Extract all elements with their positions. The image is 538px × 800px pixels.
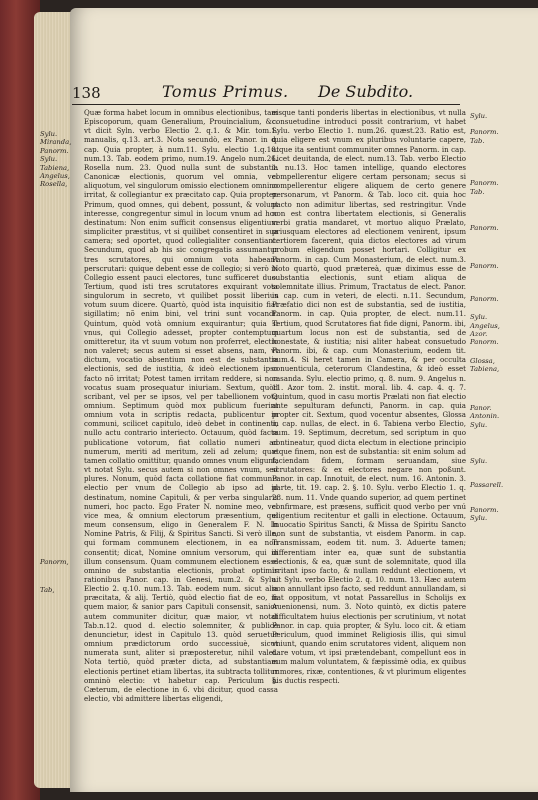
- margin-note: Angelus,: [470, 321, 500, 330]
- margin-note: Panorm.: [470, 179, 499, 188]
- margin-note: Rosella,: [40, 180, 68, 189]
- margin-note: Panorm.: [40, 146, 69, 155]
- margin-note: Tab.: [470, 136, 485, 145]
- margin-note: Tabiena,: [470, 365, 500, 374]
- margin-note: Sylu.: [40, 155, 58, 164]
- margin-note: Passarell.: [470, 481, 504, 490]
- margin-note: Azor.: [470, 330, 488, 339]
- margin-note: Panorm.: [470, 128, 499, 137]
- margin-note: Sylu.: [470, 456, 488, 465]
- margin-note-tab: Tab,: [40, 586, 55, 594]
- right-margin-notes: [470, 112, 503, 523]
- margin-note: Panorm.: [470, 505, 499, 514]
- margin-note: Sylu.: [470, 514, 488, 523]
- margin-note: Sylu.: [40, 130, 58, 138]
- margin-note: Miranda,: [40, 138, 72, 147]
- margin-note: Panorm.: [470, 294, 499, 303]
- running-head: [72, 82, 462, 104]
- right-column-text: eisque tanti ponderis libertas in electionibus, vt nulla consuetudine introduci possit contrarium, vt habet Sylu. verbo Electio 1. num.26. quæst.23. Ratio est, quia eligere est vnum ex pluribus voluntarie capere, atque ita sentiunt communiter omnes Panorm. in cap. Licet deuitanda, de elect. num.13. Tab. verbo Electio 1. nu.13. Hoc tamen intellige, quando electores compellerentur eligere certam personam; secus si compellerentur eligere aliquem de certo genere personarum, vt Panorm. & Tab. loco cit. quia hoc pacto non adimitur libertas, sed restringitur. Vnde non est contra libertatem electionis, si Generalis verbi gratia mandaret, vt mortuo aliquo Prælato, priusquam electores ad electionem venirent, ipsum certiorem facerent, quia dictos electores ad virum probum eligendum posset hortari. Colligitur ex Panorm. in cap. Cum Monasterium, de elect. num.3. Noto quartò, quod prætereà, quæ diximus esse de substantia electionis, sunt etiam aliqua de solemnitate illius. Primum, Tractatus de elect. Panor. in cap. cum in veteri, de electi. n.11. Secundum, Præfatio dici non est de substantia, sed de iustitia, Panorm. in cap. Quia propter, de elect. num.11. Tertium, quod Scrutatores fiat fide digni, Panorm. ibi, quartum locus non est de substantia, sed de honestate, & iustitia; nisi aliter habeat consuetudo Panorm. ibi, & cap. cum Monasterium, eodem tit. num.4. Si heret tamen in Camera, & per occulta conuenticula, ceterorum Clandestina, & ideò esset casanda. Sylu. electio primo, q. 8. num. 9. Angelus n. 11. Azor tom. 2. instit. moral. lib. 4. cap. 4. q. 7. Quintum, quod in casu mortis Prælati non fiat electio ante sepulturam defuncti, Panorm. in cap. quia propter cit. Sextum, quod vocentur absentes, Glossa in cap. nullas, de elect. in 6. Tabiena verbo Electio, num. 19. Septimum, decretum, sed scriptum in quo contineatur, quod dicta electum in electione principio vtque finem, non est de substantia: sit enim solum ad faciendam fidem, formam seruandam, siue scrutatores: & ex electores negare non poßunt. Panor. in cap. Innotuit, de elect. num. 16. Antonin. 3. parte, tit. 19. cap. 2. §. 10. Sylu. verbo Electio 1. q. 28. num. 11. Vnde quando superior, ad quem pertinet confirmare, est præsens, sufficit quod verbo per vnú eligentium recitentur et galli in electione. Octauum, Inuocatio Spiritus Sancti, & Missa de Spiritu Sancto non sunt de substantia, vt eisdem Panorm. in cap. Transmissam, eodem tit. num. 3. Aduerte tamen; differentiam inter ea, quæ sunt de substantia electionis, & ea, quæ sunt de solemnitate, quod illa irritant ipso facto, & nullam reddunt electionem, vt ait Sylu. verbo Electio 2. q. 10. num. 13. Hæc autem non annullant ipso facto, sed reddunt annullandam, si fiat oppositum, vt notat Passarellus in Scholijs ex Auenionensi, num. 3. Noto quintò, ex dictis patere difficultatem huius electionis per scrutinium, vt notat Panor. in cap. quia propter, & Sylu. loco cit. & etiam Periculum, quod imminet Religiosis illis, qui simul vniunt, quando enim scrutatores vident, aliquem non dare votum, vt ipsi prætendebant, compellunt eos in eum malum voluntatem, & fæpissimè odia, ex quibus rumores, rixæ, contentiones, & vt plurimum eligentes his ductis respecti.: [272, 108, 466, 685]
- margin-note: Panorm.: [470, 262, 499, 271]
- margin-note: Panor.: [470, 403, 492, 412]
- left-margin-notes: [40, 130, 71, 189]
- margin-note: Sylu.: [470, 420, 488, 429]
- header-rule: [72, 104, 460, 105]
- page-number: 138: [72, 84, 101, 102]
- left-column: [84, 108, 278, 703]
- margin-note: Angelus,: [40, 172, 70, 181]
- margin-note: Antonin.: [470, 412, 500, 421]
- margin-note: Panorm.: [470, 338, 499, 347]
- book-title: Tomus Primus.: [162, 82, 289, 101]
- margin-note: Sylu.: [470, 313, 488, 322]
- left-column-text: Quæ forma habet locum in omnibus electionibus, tam Episcoporum, quam Generalium, Prouincialium, &c. vt dicit Syln. verbo Electio 2. q.1. & Mir. tom.1. manualis, q.13. art.3. Nota secundò, ex Panor. in d. cap. Quia propter, à num.11. Sylu. electio 1.q.10. num.13. Tab. eodem primo, num.19. Angelo num.26. Rosella num. 23. Quod nulla sunt de substantia Canonicæ electionis, quorum vel omnia, vel aliquotum, vel singulorum omissio electionem omnino irritat, & collegiantur ex præcitato cap. Quia propter. Primum, quod omnes, qui debent, possunt, & volunt interesse, congregentur simul in locum vnum ad hoc destinatum: Non enim sufficit consensus eligentium simpliciter præstitus, vt si quilibet consentiret in sua camera; sed oportet, quod collegialiter consentiant. Secundum, quod ab his sic congregatis assumantur tres scrutatores, qui omnium vota habeant perscrutari: quique debent esse de collegio; si verò in Collegio essent pauci electores, tunc sufficeret duo. Tertium, quod isti tres scrutatores exquirant vota singulorum in secreto, vt quilibet possit liberius votum suum dicere. Quartò, quòd ista inquisitio fiat sigillatim; nõ enim bini, vel trini sunt vocandi. Quintum, quòd votà omnium exquirantur; quia si vnus, qui Collegio adesset, propter contemptum omitteretur, ita vt suum votum non proferret, electio non valeret; secus autem si esset absens, nam, vt dictum, vocatio absentium non est de substantia electionis, sed de iustitia, & ideò electionem ipso facto nõ irritat; Potest tamen irritam reddere, si non vocatus suam prosequatur iniuriam. Sextum, quòd scribant, vel per se ipsos, vel per tabellionem vota omnium. Septimum quòd mox publicum fuerint omnium vota in scriptis redacta, publicentur in communi, scilicet capitulo, ideò debet in continenti, nullo actu contrario interiecto. Octauum, quòd facta publicatione votorum, fiat collatio numeri ad numerum, meriti ad meritum, zeli ad zelum; quæ tamen collatio omittitur, quando omnes vnum eligunt, vt notat Sylu. secus autem si non omnes vnum, sed plures. Nonum, quòd facta collatione fiat communis electio per vnum de Collegio ab ipso ad id destinatum, nomine Capituli, & per verba singularis numeri, hoc pacto. Ego Frater N. nomine meo, vel vice mea, & omnium electorum præsentium, qui meum consensum, eligo in Generalem F. N. In Nomine Patris, & Filij, & Spiritus Sancti. Si verò ille, qui formam communem electionem, in ea non consentit; dicat, Nomine omnium versorum, qui in illum consensum. Quam communem electionem esse omnino de substantia electionis, probat optimis rationibus Panor. cap. in Genesi, num.2. & Sylu. Electio 2. q.10. num.13. Tab. eodem num. sicut alia præcitata, & alij. Tertiò, quòd electio fiat de eo, in quem maior, & sanior pars Capituli consensit, sanior autem communiter dicitur, quæ maior, vt notat Tab.n.12. quod d. electio solemniter, & publicè denuncietur, idest in Capitulo 13. quòd seruetur omnium prædictorum ordo successiuè, sicut numerata sunt, aliter si præposteretur, nihil valet. Nota tertiò, quòd præter dicta, ad substantiam electionis pertinet etiam libertas, ita subtracta tollitur omninò electio: vt habetur cap. Periculum §. Cæterum, de electione in 6. vbi dicitur, quod cassa electio, vbi admittere libertas eligendi,: [84, 108, 278, 703]
- margin-note: Tab.: [470, 187, 485, 196]
- margin-note: Glossa,: [470, 356, 495, 365]
- margin-note: Panorm.: [470, 224, 499, 233]
- margin-note-panorm: Panorm,: [40, 558, 69, 566]
- margin-note: Tabiena,: [40, 163, 70, 172]
- section-title: De Subdito.: [318, 82, 414, 101]
- right-column: [272, 108, 466, 685]
- margin-note: Sylu.: [470, 112, 488, 120]
